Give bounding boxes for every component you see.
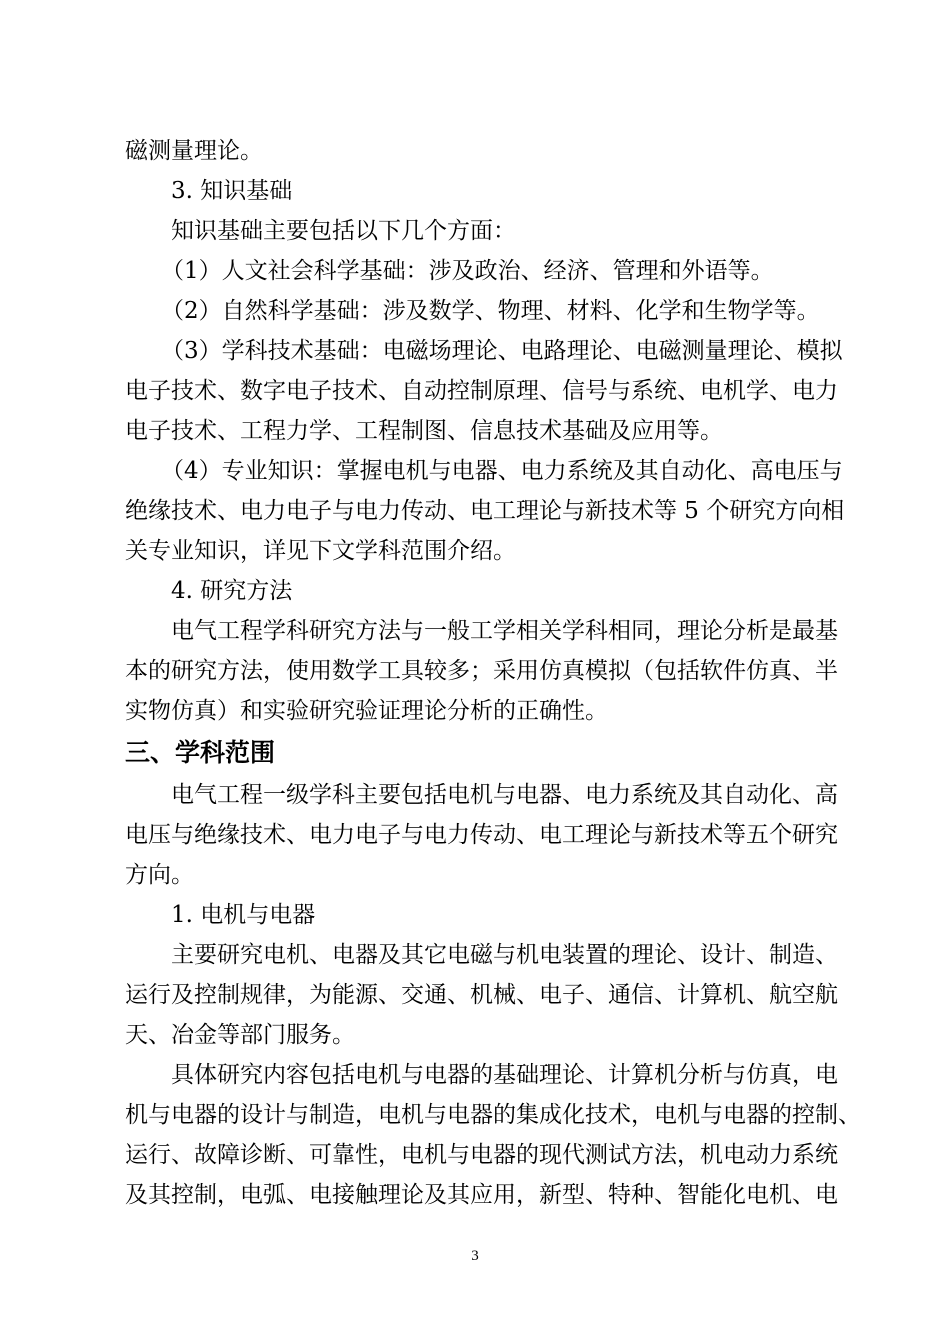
- paragraph-line: 及其控制，电弧、电接触理论及其应用，新型、特种、智能化电机、电: [125, 1182, 838, 1208]
- paragraph-line: 知识基础主要包括以下几个方面：: [171, 218, 516, 244]
- section-heading-discipline-scope: 三、学科范围: [125, 738, 276, 767]
- paragraph-line: 天、冶金等部门服务。: [125, 1022, 355, 1048]
- paragraph-line: 具体研究内容包括电机与电器的基础理论、计算机分析与仿真，电: [171, 1062, 838, 1088]
- paragraph-line: 本的研究方法，使用数学工具较多；采用仿真模拟（包括软件仿真、半: [125, 658, 838, 684]
- paragraph-line: 磁测量理论。: [125, 138, 263, 164]
- paragraph-line: 电子技术、工程力学、工程制图、信息技术基础及应用等。: [125, 418, 723, 444]
- list-item: （3）学科技术基础：电磁场理论、电路理论、电磁测量理论、模拟: [161, 338, 843, 364]
- list-item: （4）专业知识：掌握电机与电器、电力系统及其自动化、高电压与: [161, 458, 843, 484]
- paragraph-line: 电气工程一级学科主要包括电机与电器、电力系统及其自动化、高: [171, 782, 838, 808]
- subsection-heading-motors-and-apparatus: 1. 电机与电器: [171, 902, 316, 928]
- paragraph-line: 运行及控制规律，为能源、交通、机械、电子、通信、计算机、航空航: [125, 982, 838, 1008]
- paragraph-line: 机与电器的设计与制造，电机与电器的集成化技术，电机与电器的控制、: [125, 1102, 861, 1128]
- list-item: （1）人文社会科学基础：涉及政治、经济、管理和外语等。: [161, 258, 774, 284]
- paragraph-line: 电气工程学科研究方法与一般工学相关学科相同，理论分析是最基: [171, 618, 838, 644]
- paragraph-line: 关专业知识，详见下文学科范围介绍。: [125, 538, 516, 564]
- paragraph-line: 方向。: [125, 862, 194, 888]
- paragraph-line: 电压与绝缘技术、电力电子与电力传动、电工理论与新技术等五个研究: [125, 822, 838, 848]
- document-body: [125, 131, 861, 1215]
- paragraph-line: 运行、故障诊断、可靠性，电机与电器的现代测试方法，机电动力系统: [125, 1142, 838, 1168]
- paragraph-line: 实物仿真）和实验研究验证理论分析的正确性。: [125, 698, 608, 724]
- paragraph-line: 绝缘技术、电力电子与电力传动、电工理论与新技术等 5 个研究方向相: [125, 498, 845, 524]
- page-number: 3: [471, 1248, 479, 1264]
- paragraph-line: 主要研究电机、电器及其它电磁与机电装置的理论、设计、制造、: [171, 942, 838, 968]
- subsection-heading-research-methods: 4. 研究方法: [171, 578, 293, 604]
- list-item: （2）自然科学基础：涉及数学、物理、材料、化学和生物学等。: [161, 298, 820, 324]
- subsection-heading-knowledge-basis: 3. 知识基础: [171, 178, 293, 204]
- paragraph-line: 电子技术、数字电子技术、自动控制原理、信号与系统、电机学、电力: [125, 378, 838, 404]
